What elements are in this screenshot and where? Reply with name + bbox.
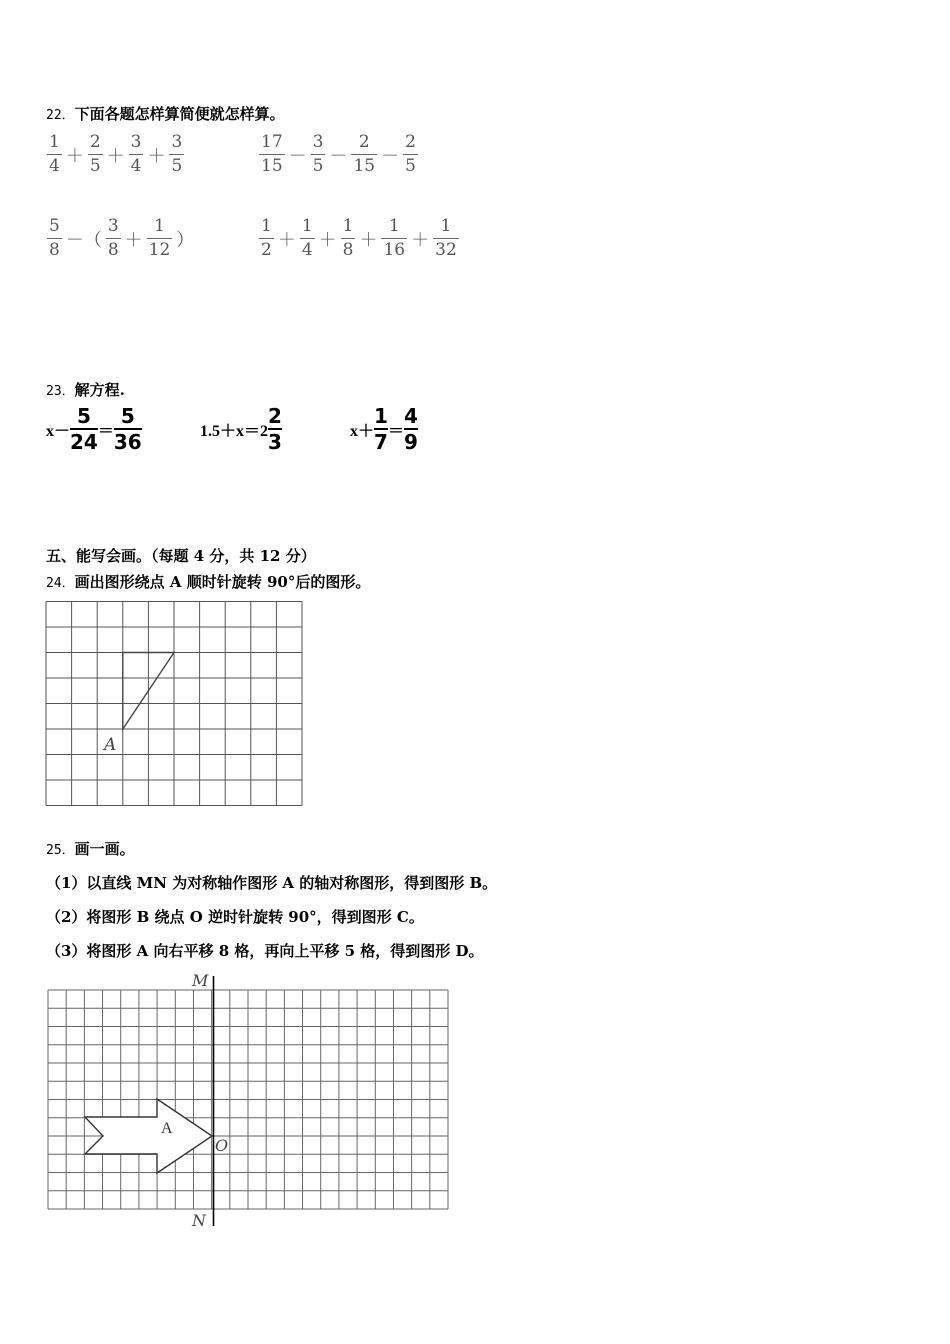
- frac-numerator: 1: [374, 404, 388, 428]
- frac-numerator: 5: [49, 216, 60, 236]
- frac-numerator: 1: [49, 132, 60, 152]
- q22-expr-2: [258, 134, 419, 175]
- frac-denominator: 8: [107, 240, 119, 260]
- frac-numerator: 5: [120, 404, 135, 428]
- operator: －: [288, 145, 307, 167]
- q25-heading: [46, 838, 135, 859]
- equals-sign: ＝: [97, 422, 114, 440]
- equation-text: x＋: [350, 422, 375, 440]
- q23-equation-1: [46, 406, 142, 452]
- q23-title: 解方程.: [74, 381, 125, 399]
- frac-denominator: 16: [383, 240, 406, 260]
- operator: ＋: [411, 229, 430, 251]
- operator: ＋: [277, 229, 296, 251]
- operator: －: [381, 145, 400, 167]
- q25-title: 画一画。: [74, 840, 135, 858]
- operator: ＋: [147, 145, 166, 167]
- q22-number: 22．: [46, 108, 75, 123]
- figure-a-label: A: [161, 1120, 173, 1137]
- frac-denominator: 5: [312, 156, 324, 176]
- frac-numerator: 1: [261, 216, 272, 236]
- frac-numerator: 1: [154, 216, 165, 236]
- label-n: N: [192, 1211, 206, 1230]
- equals-sign: ＝: [387, 422, 404, 440]
- operator: ）: [176, 229, 195, 251]
- frac-denominator: 7: [374, 430, 388, 454]
- q22-heading: [46, 103, 285, 124]
- q25-number: 25．: [46, 843, 75, 858]
- operator: －（: [65, 229, 102, 251]
- q24-title: 画出图形绕点 A 顺时针旋转 90°后的图形。: [74, 573, 371, 591]
- frac-denominator: 15: [353, 156, 376, 176]
- frac-numerator: 1: [342, 216, 354, 236]
- q24-heading: [46, 571, 370, 592]
- q24-point-a-label: A: [104, 735, 117, 755]
- frac-denominator: 5: [171, 156, 183, 176]
- equation-text: 1.5＋x＝2: [200, 422, 269, 440]
- q23-heading: [46, 379, 125, 400]
- operator: －: [329, 145, 348, 167]
- q25-sub-2: （2）将图形 B 绕点 O 逆时针旋转 90°，得到图形 C。: [46, 908, 424, 926]
- q24-number: 24．: [46, 576, 75, 591]
- q25-sub-1: （1）以直线 MN 为对称轴作图形 A 的轴对称图形，得到图形 B。: [46, 874, 498, 892]
- frac-denominator: 4: [301, 240, 313, 260]
- frac-denominator: 2: [261, 240, 272, 260]
- label-o: O: [215, 1136, 229, 1155]
- frac-denominator: 12: [148, 240, 171, 260]
- frac-denominator: 8: [49, 240, 60, 260]
- q24-grid-figure[interactable]: [44, 600, 308, 810]
- operator: ＋: [106, 145, 125, 167]
- frac-denominator: 15: [261, 156, 283, 176]
- frac-numerator: 2: [89, 132, 101, 152]
- q23-number: 23．: [46, 384, 75, 399]
- q23-equation-2: [200, 406, 282, 452]
- frac-numerator: 3: [171, 132, 183, 152]
- operator: ＋: [124, 229, 143, 251]
- operator: ＋: [318, 229, 337, 251]
- frac-numerator: 4: [403, 404, 418, 428]
- operator: ＋: [359, 229, 378, 251]
- frac-numerator: 17: [261, 132, 283, 152]
- frac-numerator: 1: [388, 216, 400, 236]
- operator: ＋: [65, 145, 84, 167]
- q25-grid-lines: [48, 990, 448, 1209]
- q25-grid-figure[interactable]: [44, 968, 454, 1233]
- q25-sub-3: （3）将图形 A 向右平移 8 格，再向上平移 5 格，得到图形 D。: [46, 942, 484, 960]
- frac-numerator: 5: [76, 404, 91, 428]
- frac-denominator: 5: [89, 156, 101, 176]
- frac-numerator: 2: [358, 132, 370, 152]
- section-5-heading: 五、能写会画。（每题 4 分，共 12 分）: [46, 547, 316, 565]
- frac-denominator: 32: [435, 240, 457, 260]
- frac-denominator: 36: [113, 430, 142, 454]
- equation-text: x－: [46, 422, 71, 440]
- figure-a-arrow: [85, 1099, 212, 1173]
- frac-numerator: 1: [301, 216, 313, 236]
- q22-expr-4: [258, 218, 460, 259]
- frac-numerator: 2: [268, 404, 282, 428]
- q22-title: 下面各题怎样算简便就怎样算。: [74, 105, 285, 123]
- frac-denominator: 5: [405, 156, 416, 176]
- q22-expr-3: [46, 218, 197, 259]
- frac-denominator: 4: [49, 156, 60, 176]
- frac-numerator: 2: [405, 132, 416, 152]
- frac-denominator: 8: [342, 240, 354, 260]
- label-m: M: [192, 971, 209, 990]
- q22-expr-1: [46, 134, 185, 175]
- q24-grid-lines: [46, 602, 302, 806]
- frac-numerator: 3: [107, 216, 119, 236]
- frac-denominator: 24: [70, 430, 98, 454]
- frac-numerator: 1: [440, 216, 452, 236]
- q23-equation-3: [350, 406, 418, 452]
- frac-denominator: 9: [403, 430, 418, 454]
- frac-denominator: 4: [130, 156, 142, 176]
- frac-denominator: 3: [268, 430, 282, 454]
- frac-numerator: 3: [312, 132, 324, 152]
- frac-numerator: 3: [130, 132, 142, 152]
